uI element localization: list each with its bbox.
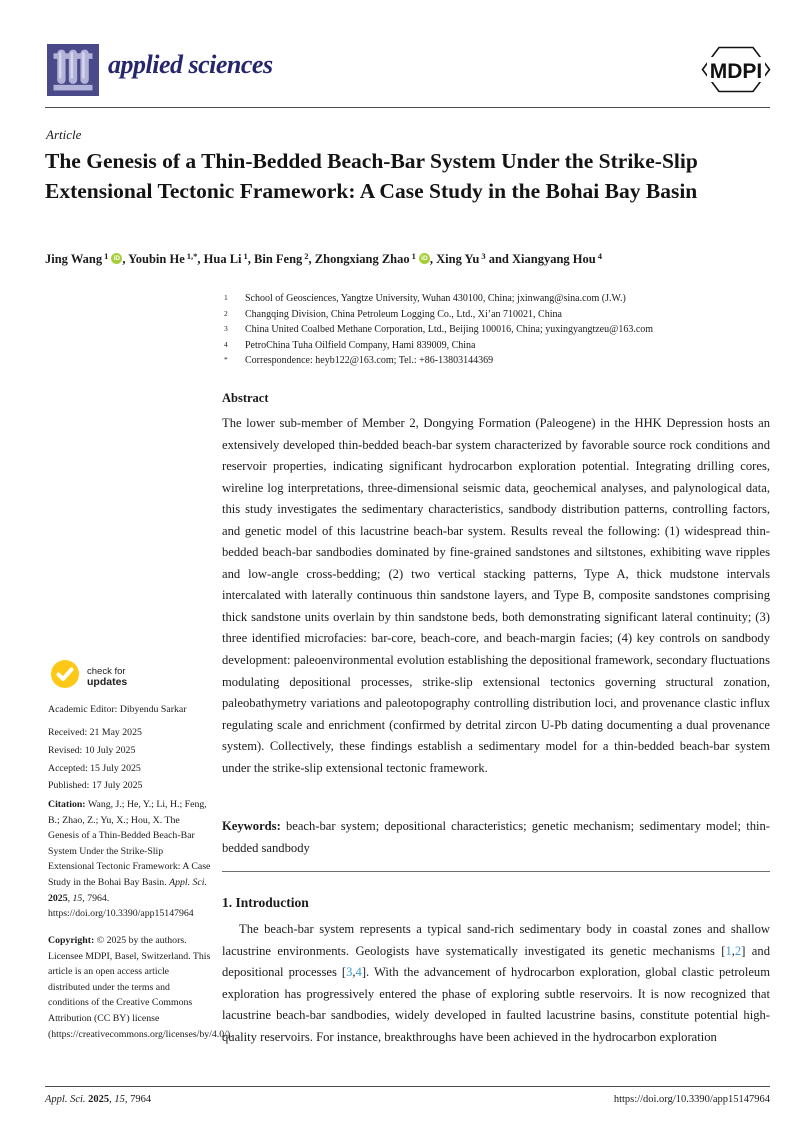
history-item: Published: 17 July 2025 <box>48 780 143 792</box>
affiliation-marker: 4 <box>224 339 228 349</box>
citation-block: Citation: Wang, J.; He, Y.; Li, H.; Feng, B.; Zhao, Z.; Yu, X.; Hou, X. The Genesis of a Thin-Bedded Beach-Bar System Under the Strike-Slip Extensional Tectonic Framework: A Case Study in the Bohai Bay Basin. Appl. Sci. 2025, 15, 7964. https://doi.org/10.3390/app15147964 <box>48 799 211 920</box>
author-affiliation-sup: 3 <box>481 251 486 261</box>
footer-doi[interactable]: https://doi.org/10.3390/app15147964 <box>613 1094 770 1105</box>
affiliation-text: PetroChina Tuha Oilfield Company, Hami 839009, China <box>245 339 476 351</box>
author-affiliation-sup: 1 <box>411 251 416 261</box>
history-item: Accepted: 15 July 2025 <box>48 762 141 774</box>
affiliation-row <box>222 353 770 369</box>
author-affiliation-sup: 1 <box>243 251 248 261</box>
affiliation-row <box>222 307 770 323</box>
applied-sciences-logo-icon[interactable] <box>47 44 99 96</box>
header-divider <box>45 107 770 108</box>
article-type-label: Article <box>46 127 82 142</box>
affiliation-text: Correspondence: heyb122@163.com; Tel.: +86-13803144369 <box>245 355 494 367</box>
affiliation-text: School of Geosciences, Yangtze University, Wuhan 430100, China; jxinwang@sina.com (J.W.) <box>245 293 626 304</box>
history-list <box>48 724 216 795</box>
abstract-heading: Abstract <box>222 391 269 405</box>
check-icon <box>50 659 80 694</box>
affiliation-marker: * <box>224 355 228 365</box>
author-affiliation-sup: 1,* <box>186 251 198 261</box>
footer-divider <box>45 1086 770 1087</box>
history-item: Revised: 10 July 2025 <box>48 744 136 756</box>
section-heading-introduction: 1. Introduction <box>222 895 309 910</box>
author-name: Xiangyang Hou <box>512 252 596 266</box>
affiliation-text: China United Coalbed Methane Corporation, Ltd., Beijing 100016, China; yuxingyangtzeu@163.com <box>245 324 654 336</box>
affiliation-row <box>222 338 770 354</box>
check-for-updates-badge[interactable] <box>50 659 127 694</box>
check-for-updates-label: check for updates <box>87 665 128 688</box>
academic-editor-line: Academic Editor: Dibyendu Sarkar <box>48 704 187 715</box>
author-affiliation-sup: 4 <box>597 251 602 261</box>
reference-link[interactable]: 4 <box>355 965 362 980</box>
author-name: Xing Yu <box>436 252 480 266</box>
affiliation-row <box>222 291 770 307</box>
history-item: Received: 21 May 2025 <box>48 727 142 738</box>
reference-link[interactable]: 1 <box>725 943 732 958</box>
journal-name: applied sciences <box>108 50 273 79</box>
affiliation-marker: 2 <box>224 308 228 318</box>
affiliation-marker: 1 <box>224 293 228 302</box>
copyright-block: Copyright: © 2025 by the authors. Licensee MDPI, Basel, Switzerland. This article is an open access article distributed under the terms and conditions of the Creative Commons Attribution (CC BY) license (https://creativecommons.org/licenses/by/4.0/). <box>48 935 233 1040</box>
orcid-icon[interactable]: iD <box>111 253 122 264</box>
author-affiliation-sup: 2 <box>304 251 309 261</box>
author-name: Hua Li <box>203 252 242 266</box>
author-name: Youbin He <box>128 252 185 266</box>
affiliations-list <box>222 291 770 369</box>
affiliation-row <box>222 322 770 338</box>
reference-link[interactable]: 3 <box>346 965 353 980</box>
mdpi-logo[interactable] <box>701 46 771 98</box>
footer-journal-ref: Appl. Sci. 2025, 15, 7964 <box>45 1094 152 1105</box>
keywords-divider <box>222 871 770 872</box>
orcid-icon[interactable]: iD <box>419 253 430 264</box>
affiliation-text: Changqing Division, China Petroleum Logging Co., Ltd., Xi’an 710021, China <box>245 308 562 320</box>
author-name: Jing Wang <box>45 252 103 266</box>
abstract-text: The lower sub-member of Member 2, Dongying Formation (Paleogene) in the HHK Depression hosts an extensively developed thin-bedded beach-bar system characterized by favorable source rock conditions and reservoir properties, indicating significant hydrocarbon exploration potential. Integrating drilling cores, wireline log interpretations, three-dimensional seismic data, geochemical analyses, and palynological data, this study investigates the sedimentary characteristics, sandbody distribution patterns, controlling factors, and genetic model of this lacustrine beach-bar system. Results reveal the following: (1) widespread thin-bedded beach-bar sandbodies dominated by fine-grained sandstones and siltstones, exhibiting wave ripples and low-angle cross-bedding; (2) two vertical stacking patterns, Type A, thick mudstone intervals intercalated with laterally continuous thin sandstone layers, and Type B, composite sandstones comprising thick sandstone units overlain by thin sandstone beds, both demonstrating significant lateral continuity; (3) three identified microfacies: bar-core, beach-core, and beach-margin facies; (4) key controls on sandbody development: paleoenvironmental evolution establishing the depositional framework, secondary fluctuations modulating depositional processes, strike-slip extensional tectonics governing structural zonation, paleobathymetry variations and paleotopography controlling distribution loci, and provenance clastic influx regulating scale and enrichment (confirmed by detrital zircon U-Pb dating documenting a dual provenance system). Collectively, these findings establish a sedimentary model for a thin-bedded beach-bar system under the strike-slip extensional tectonic framework. <box>222 416 770 775</box>
author-line: Jing Wang $^1$ iD , Youbin He $^{1,*}$, Hua Li $^1$, Bin Feng $^2$, Zhongxiang Zhao $^1$ iD , Xing Yu $^3$ and Xiangyang Hou $^4$ <box>45 251 602 266</box>
intro-paragraph: The beach-bar system represents a typical sand-rich sedimentary body in coastal zones and shallow lacustrine environments. Geologists have systematically investigated its genetic mechanisms [1,2] and depositional processes [3,4]. With the advancement of hydrocarbon exploration, global clastic petroleum exploration has progressively entered the phase of exploring subtle reservoirs. It is now recognized that lacustrine beach-bar sandbodies, widely developed in faulted lacustrine basins, constitute potential high-quality reservoirs. For instance, breakthroughs have been achieved in the hydrocarbon exploration <box>222 922 771 1044</box>
keywords-text: Keywords: beach-bar system; depositional characteristics; genetic mechanism; sedimentary model; thin-bedded sandbody <box>222 819 770 855</box>
author-affiliation-sup: 1 <box>104 251 109 261</box>
affiliation-marker: 3 <box>224 324 228 334</box>
author-name: Bin Feng <box>254 252 303 266</box>
author-name: Zhongxiang Zhao <box>314 252 410 266</box>
reference-link[interactable]: 2 <box>734 943 742 958</box>
svg-text:MDPI: MDPI <box>709 60 763 83</box>
page-title: The Genesis of a Thin-Bedded Beach-Bar System Under the Strike-Slip Extensional Tectonic Framework: A Case Study in the Bohai Bay Basin <box>45 149 698 203</box>
